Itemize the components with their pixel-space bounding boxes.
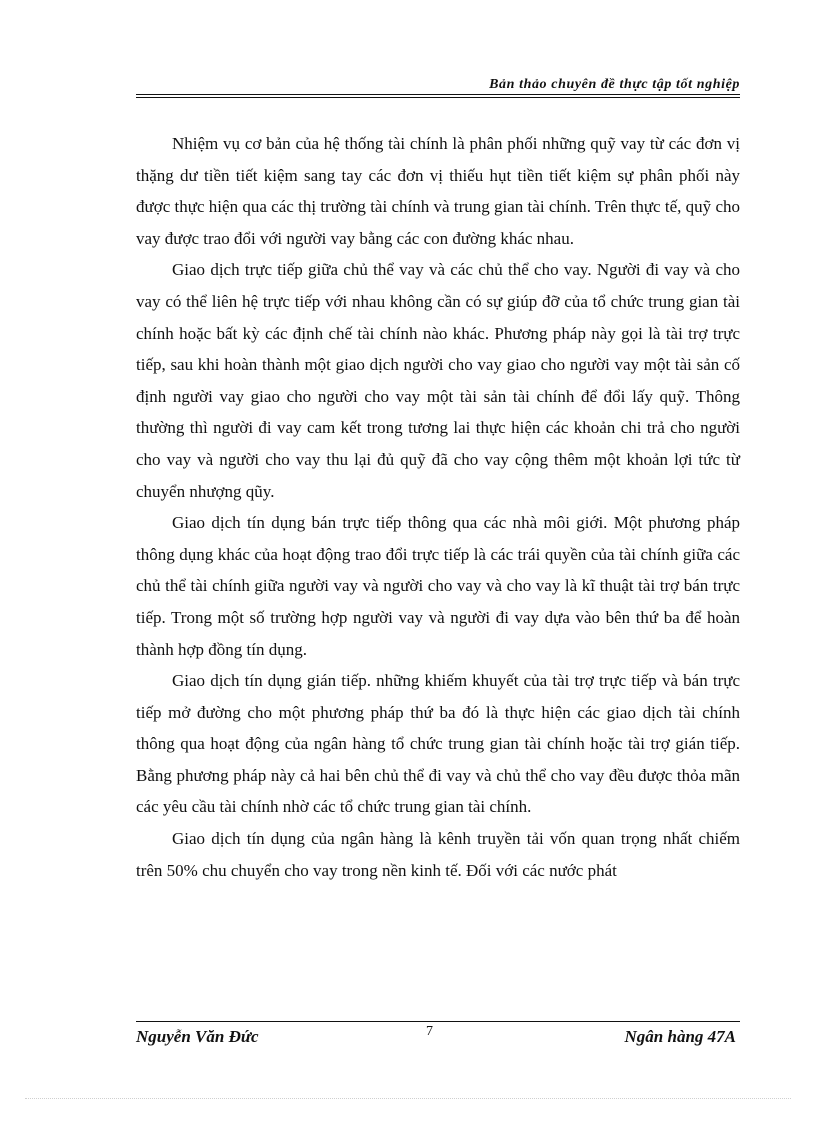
page-edge-dotted-line: [25, 1098, 791, 1099]
body-text: [136, 128, 740, 886]
paragraph-3: Giao dịch tín dụng bán trực tiếp thông qua các nhà môi giới. Một phương pháp thông dụng khác của hoạt động trao đổi trực tiếp là các trái quyền của tài chính giữa các chủ thể tài chính giữa người vay và người cho vay và cho vay là kĩ thuật tài trợ bán trực tiếp. Trong một số trường hợp người vay và người đi vay dựa vào bên thứ ba để hoàn thành hợp đồng tín dụng.: [136, 513, 740, 659]
page-header: [136, 74, 740, 100]
header-title: Bản thảo chuyên đề thực tập tốt nghiệp: [489, 77, 740, 92]
footer-class-name: Ngân hàng 47A: [624, 1027, 736, 1046]
paragraph-4: Giao dịch tín dụng gián tiếp. những khiếm khuyết của tài trợ trực tiếp và bán trực tiếp mở đường cho một phương pháp thứ ba đó là thực hiện các giao dịch tài chính thông qua hoạt động của ngân hàng tổ chức trung gian tài chính hoặc tài trợ gián tiếp. Bằng phương pháp này cả hai bên chủ thể đi vay và chủ thể cho vay đều được thỏa mãn các yêu cầu tài chính nhờ các tổ chức trung gian tài chính.: [136, 671, 740, 817]
footer-author: Nguyễn Văn Đức: [136, 1027, 259, 1046]
footer-rule: [136, 1021, 740, 1022]
paragraph-1: Nhiệm vụ cơ bản của hệ thống tài chính là phân phối những quỹ vay từ các đơn vị thặng dư tiền tiết kiệm sang tay các đơn vị thiếu hụt tiền tiết kiệm sự phân phối này được thực hiện qua các thị trường tài chính và trung gian tài chính. Trên thực tế, quỹ cho vay được trao đổi với người vay bằng các con đường khác nhau.: [136, 134, 740, 248]
paragraph-2: Giao dịch trực tiếp giữa chủ thể vay và các chủ thể cho vay. Người đi vay và cho vay có thể liên hệ trực tiếp với nhau không cần có sự giúp đỡ của tổ chức trung gian tài chính hoặc bất kỳ các định chế tài chính nào khác. Phương pháp này gọi là tài trợ trực tiếp, sau khi hoàn thành một giao dịch người cho vay giao cho người vay một tài sản cố định người vay giao cho người cho vay một tài sản tài chính để đổi lấy quỹ. Thông thường thì người đi vay cam kết trong tương lai thực hiện các khoản chi trả cho người cho vay và người cho vay thu lại đủ quỹ đã cho vay cộng thêm một khoản lợi tức từ chuyển nhượng qũy.: [136, 260, 740, 501]
header-rule: [136, 94, 740, 95]
header-rule-thin: [136, 97, 740, 98]
page-footer: [136, 1024, 740, 1050]
page-number: 7: [426, 1024, 433, 1039]
paragraph-5: Giao dịch tín dụng của ngân hàng là kênh truyền tải vốn quan trọng nhất chiếm trên 50% chu chuyển cho vay trong nền kinh tế. Đối với các nước phát: [136, 829, 740, 880]
